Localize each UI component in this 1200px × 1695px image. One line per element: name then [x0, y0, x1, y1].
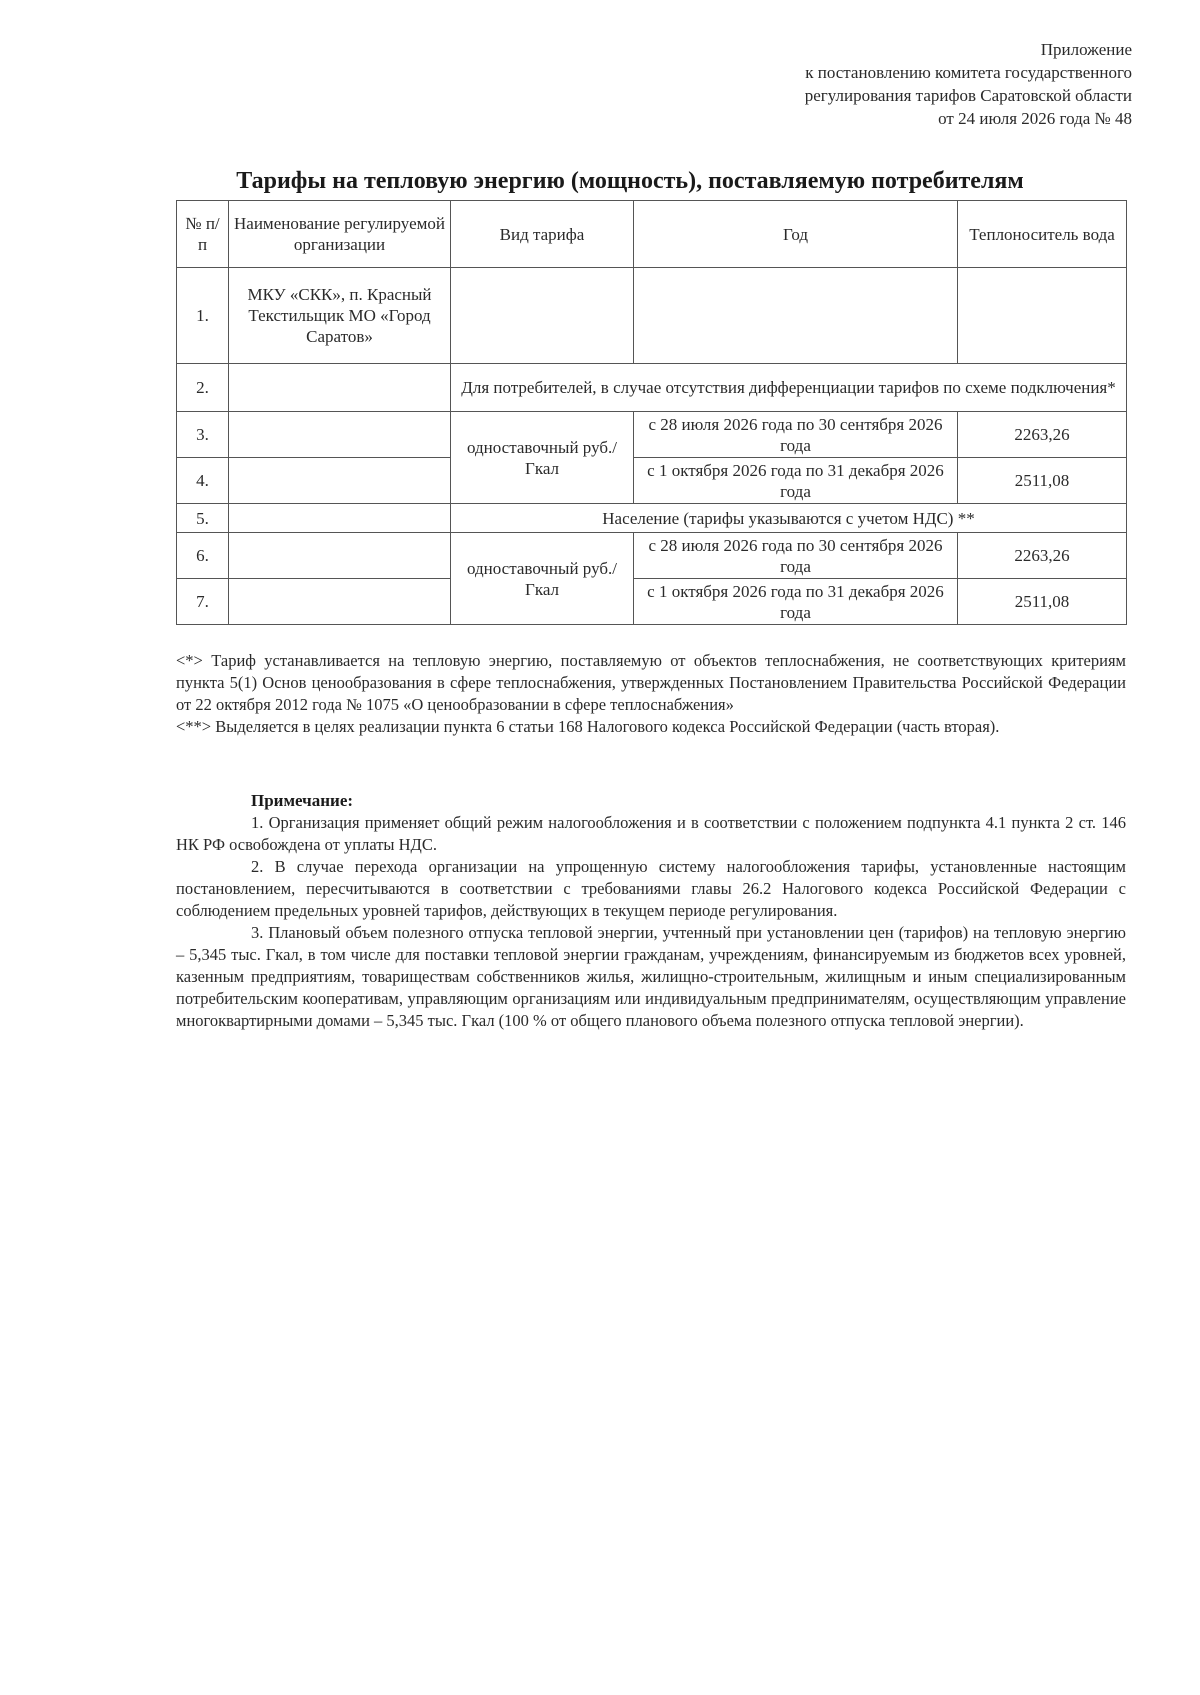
tariff-table: [176, 200, 1127, 625]
table-row: [177, 504, 1127, 533]
period-cell: с 28 июля 2026 года по 30 сентября 2026 года: [634, 533, 958, 579]
notes-heading: Примечание:: [251, 791, 354, 810]
empty-cell: [229, 412, 451, 458]
empty-cell: [229, 504, 451, 533]
table-header-row: [177, 201, 1127, 268]
appendix-line-4: от 24 июля 2026 года № 48: [938, 109, 1132, 128]
appendix-line-3: регулирования тарифов Саратовской области: [804, 86, 1132, 105]
table-row: [177, 458, 1127, 504]
empty-cell: [229, 533, 451, 579]
header-carrier: Теплоноситель вода: [958, 201, 1127, 268]
value-cell: 2263,26: [958, 533, 1127, 579]
period-cell: с 1 октября 2026 года по 31 декабря 2026 года: [634, 579, 958, 625]
value-cell: 2511,08: [958, 579, 1127, 625]
row-num: 3.: [177, 412, 229, 458]
table-row: [177, 412, 1127, 458]
value-cell: 2263,26: [958, 412, 1127, 458]
period-cell: с 1 октября 2026 года по 31 декабря 2026 года: [634, 458, 958, 504]
footnote-1: <*> Тариф устанавливается на тепловую энергию, поставляемую от объектов теплоснабжения, не соответствующих критериям пункта 5(1) Основ ценообразования в сфере теплоснабжения, утвержденных Постановлением Правительства Российской Федерации от 22 октября 2012 года № 1075 «О ценообразовании в сфере теплоснабжения»: [176, 651, 1126, 714]
appendix-line-1: Приложение: [1040, 40, 1132, 59]
notes: [176, 812, 1126, 1032]
table-row: [177, 268, 1127, 364]
empty-cell: [451, 268, 634, 364]
header-tariff-type: Вид тарифа: [451, 201, 634, 268]
row-num: 5.: [177, 504, 229, 533]
note-1: 1. Организация применяет общий режим налогообложения и в соответствии с положением подпункта 4.1 пункта 2 ст. 146 НК РФ освобождена от уплаты НДС.: [176, 813, 1126, 854]
table-row: [177, 579, 1127, 625]
row-num: 7.: [177, 579, 229, 625]
table-row: [177, 364, 1127, 412]
row-num: 4.: [177, 458, 229, 504]
empty-cell: [229, 364, 451, 412]
header-org: Наименование регулируемой организации: [229, 201, 451, 268]
empty-cell: [634, 268, 958, 364]
period-cell: с 28 июля 2026 года по 30 сентября 2026 года: [634, 412, 958, 458]
tariff-type-cell: одноставочный руб./Гкал: [451, 533, 634, 625]
section-label: Население (тарифы указываются с учетом НДС) **: [451, 504, 1127, 533]
section-label: Для потребителей, в случае отсутствия дифференциации тарифов по схеме подключения*: [451, 364, 1127, 412]
header-year: Год: [634, 201, 958, 268]
table-row: [177, 533, 1127, 579]
empty-cell: [229, 579, 451, 625]
tariff-type-cell: одноставочный руб./Гкал: [451, 412, 634, 504]
footnote-2: <**> Выделяется в целях реализации пункта 6 статьи 168 Налогового кодекса Российской Федерации (часть вторая).: [176, 717, 1000, 736]
value-cell: 2511,08: [958, 458, 1127, 504]
empty-cell: [958, 268, 1127, 364]
appendix-header: [612, 38, 1132, 130]
note-2: 2. В случае перехода организации на упрощенную систему налогообложения тарифы, установленные настоящим постановлением, пересчитываются в соответствии с требованиями главы 26.2 Налогового кодекса Российской Федерации с соблюдением предельных уровней тарифов, действующих в текущем периоде регулирования.: [176, 857, 1126, 920]
appendix-line-2: к постановлению комитета государственного: [805, 63, 1132, 82]
row-num: 2.: [177, 364, 229, 412]
row-num: 6.: [177, 533, 229, 579]
org-name: МКУ «СКК», п. Красный Текстильщик МО «Город Саратов»: [229, 268, 451, 364]
footnotes: [176, 650, 1126, 738]
header-num: № п/п: [177, 201, 229, 268]
note-3: 3. Плановый объем полезного отпуска тепловой энергии, учтенный при установлении цен (тарифов) на тепловую энергию – 5,345 тыс. Гкал, в том числе для поставки тепловой энергии гражданам, учреждениям, финансируемым из бюджетов всех уровней, казенным предприятиям, товариществам собственников жилья, жилищно-строительным, жилищным и иным специализированным потребительским кооперативам, управляющим организациям или индивидуальным предпринимателям, осуществляющим управление многоквартирными домами – 5,345 тыс. Гкал (100 % от общего планового объема полезного отпуска тепловой энергии).: [176, 923, 1126, 1030]
document-title: Тарифы на тепловую энергию (мощность), поставляемую потребителям: [236, 168, 1024, 194]
empty-cell: [229, 458, 451, 504]
row-num: 1.: [177, 268, 229, 364]
